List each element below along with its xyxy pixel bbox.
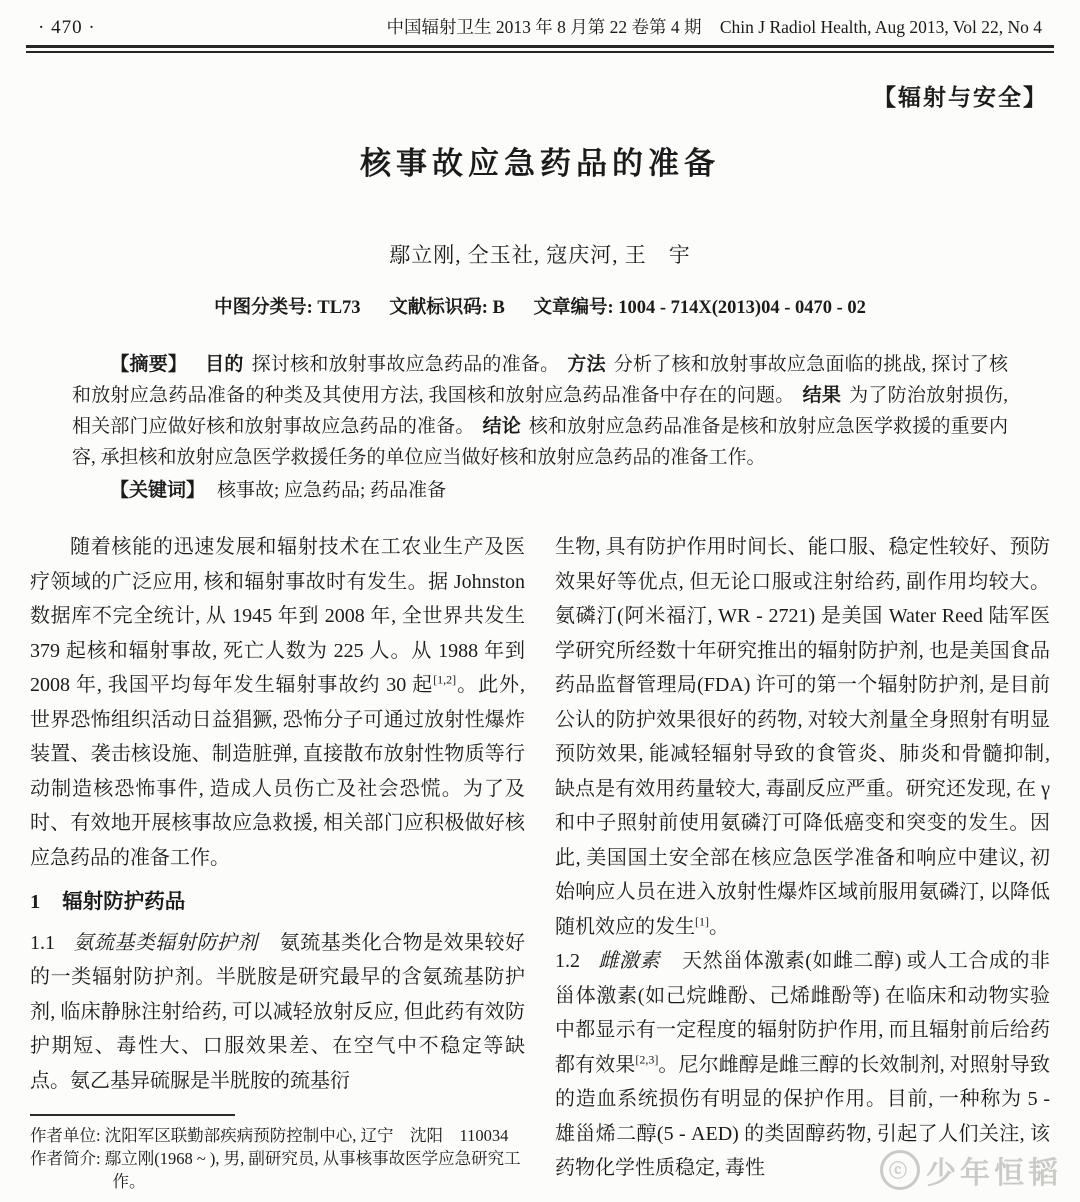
section-1-heading <box>30 885 525 920</box>
watermark-text: 少年恒韬 <box>926 1157 1062 1190</box>
body-columns <box>30 530 1050 1193</box>
keywords-line <box>72 475 1008 506</box>
abstract-label: 【摘要】 <box>110 354 188 375</box>
keywords-text: 核事故; 应急药品; 药品准备 <box>217 480 447 501</box>
abstract-objective-label: 目的 <box>205 354 244 375</box>
abstract-objective-text: 探讨核和放射事故应急药品的准备。 <box>251 354 560 375</box>
abstract-method-label: 方法 <box>567 354 606 375</box>
footnote-block <box>30 1114 525 1193</box>
document-code: 文献标识码: B <box>389 298 505 318</box>
keywords-label: 【关键词】 <box>110 480 206 501</box>
reference-superscript: [1,2] <box>433 672 457 687</box>
journal-title-cn: 中国辐射卫生 2013 年 8 月第 22 卷第 4 期 <box>386 17 702 37</box>
intro-paragraph: 随着核能的迅速发展和辐射技术在工农业生产及医疗领域的广泛应用, 核和辐射事故时有发生。据 Johnston 数据库不完全统计, 从 1945 年到 2008 年, 全世界共发生 379 起核和辐射事故, 死亡人数为 225 人。从 1988 年到 2008 年, 我国平均每年发生辐射事故约 30 起[1,2]。此外, 世界恐怖组织活动日益猖獗, 恐怖分子可通过放射性爆炸装置、袭击核设施、制造脏弹, 直接散布放射性物质等行动制造核恐怖事件, 造成人员伤亡及社会恐慌。为了及时、有效地开展核事故应急救援, 相关部门应积极做好核应急药品的准备工作。 <box>30 536 526 869</box>
footnote-author-bio: 作者简介: 鄢立刚(1968 ~ ), 男, 副研究员, 从事核事故医学应急研究工作。 <box>30 1149 521 1191</box>
subsection-1-2-text: 天然甾体激素(如雌二醇) 或人工合成的非甾体激素(如己烷雌酚、己烯雌酚等) 在临床和动物实验中都显示有一定程度的辐射防护作用, 而且辐射前后给药都有效果 <box>555 950 1050 1076</box>
abstract-result-label: 结果 <box>802 385 842 406</box>
right-column <box>555 530 1050 1193</box>
abstract-paragraph <box>72 349 1008 473</box>
footnote-affiliation: 作者单位: 沈阳军区联勤部疾病预防控制中心, 辽宁 沈阳 110034 <box>30 1126 509 1145</box>
subsection-1-2-term: 雌激素 <box>598 950 661 972</box>
abstract-conclusion-text: 核和放射应急药品准备是核和放射应急医学救援的重要内容, 承担核和放射应急医学救援任务的单位应当做好核和放射应急药品的准备工作。 <box>72 416 1008 468</box>
article-id: 文章编号: 1004 - 714X(2013)04 - 0470 - 02 <box>533 298 866 318</box>
left-column <box>30 530 525 1193</box>
authors-line: 鄢立刚, 仝玉社, 寇庆河, 王 宇 <box>389 243 691 267</box>
footnote-divider <box>30 1114 235 1116</box>
subsection-1-2-paragraph: 1.2 雌激素 天然甾体激素(如雌二醇) 或人工合成的非甾体激素(如己烷雌酚、己烯雌酚等) 在临床和动物实验中都显示有一定程度的辐射防护作用, 而且辐射前后给药都有效果[2,3]。尼尔雌醇是雌三醇的长效制剂, 对照射导致的造血系统损伤有明显的保护作用。目前, 一种称为 5 - 雄甾烯二醇(5 - AED) 的类固醇药物, 引起了人们关注, 该药物化学性质稳定, 毒性 <box>555 950 1051 1179</box>
section-1-number: 1 <box>30 891 41 913</box>
subsection-1-1-number: 1.1 <box>30 931 55 954</box>
abstract-block <box>72 349 1008 506</box>
subsection-1-1-paragraph <box>30 926 525 1099</box>
journal-line <box>386 14 1042 39</box>
page-number: · 470 · <box>38 17 96 38</box>
clc-number: 中图分类号: TL73 <box>214 298 361 318</box>
watermark-logo-icon: ⓒ <box>880 1150 920 1190</box>
subsection-1-1-term: 氨巯基类辐射防护剂 <box>73 931 258 954</box>
subsection-1-1-text: 氨巯基类化合物是效果较好的一类辐射防护剂。半胱胺是研究最早的含氨巯基防护剂, 临床静脉注射给药, 可以减轻放射反应, 但此药有效防护期短、毒性大、口服效果差、在空气中不稳定等缺点。氨乙基异硫脲是半胱胺的巯基衍 <box>30 931 526 1092</box>
abstract-method-text: 分析了核和放射事故应急面临的挑战, 探讨了核和放射应急药品准备的种类及其使用方法, 我国核和放射应急药品准备中存在的问题。 <box>72 354 1008 406</box>
header-double-rule <box>26 45 1054 53</box>
continuation-paragraph: 生物, 具有防护作用时间长、能口服、稳定性较好、预防效果好等优点, 但无论口服或注射给药, 副作用均较大。氨磷汀(阿米福汀, WR - 2721) 是美国 Water Reed 陆军医学研究所经数十年研究推出的辐射防护剂, 也是美国食品药品监督管理局(FDA) 许可的第一个辐射防护剂, 是目前公认的防护效果很好的药物, 对较大剂量全身照射有明显预防效果, 能减轻辐射导致的食管炎、肺炎和骨髓抑制, 缺点是有效用药量较大, 毒副反应严重。研究还发现, 在 γ 和中子照射前使用氨磷汀可降低癌变和突变的发生。因此, 美国国土安全部在核应急医学准备和响应中建议, 初始响应人员在进入放射性爆炸区域前服用氨磷汀, 以降低随机效应的发生[1]。 <box>555 536 1050 938</box>
article-title: 核事故应急药品的准备 <box>360 146 720 181</box>
reference-superscript: [2,3] <box>635 1051 659 1066</box>
meta-line <box>26 293 1054 319</box>
page-header <box>26 14 1054 39</box>
reference-superscript: [1] <box>695 913 709 928</box>
section-1-title: 辐射防护药品 <box>62 891 186 913</box>
subsection-1-2-number: 1.2 <box>555 950 580 972</box>
section-banner: 【辐射与安全】 <box>873 85 1048 110</box>
abstract-conclusion-label: 结论 <box>482 416 521 437</box>
journal-title-en: Chin J Radiol Health, Aug 2013, Vol 22, No 4 <box>719 17 1042 37</box>
abstract-result-text: 为了防治放射损伤, 相关部门应做好核和放射事故应急药品的准备。 <box>72 385 1008 437</box>
